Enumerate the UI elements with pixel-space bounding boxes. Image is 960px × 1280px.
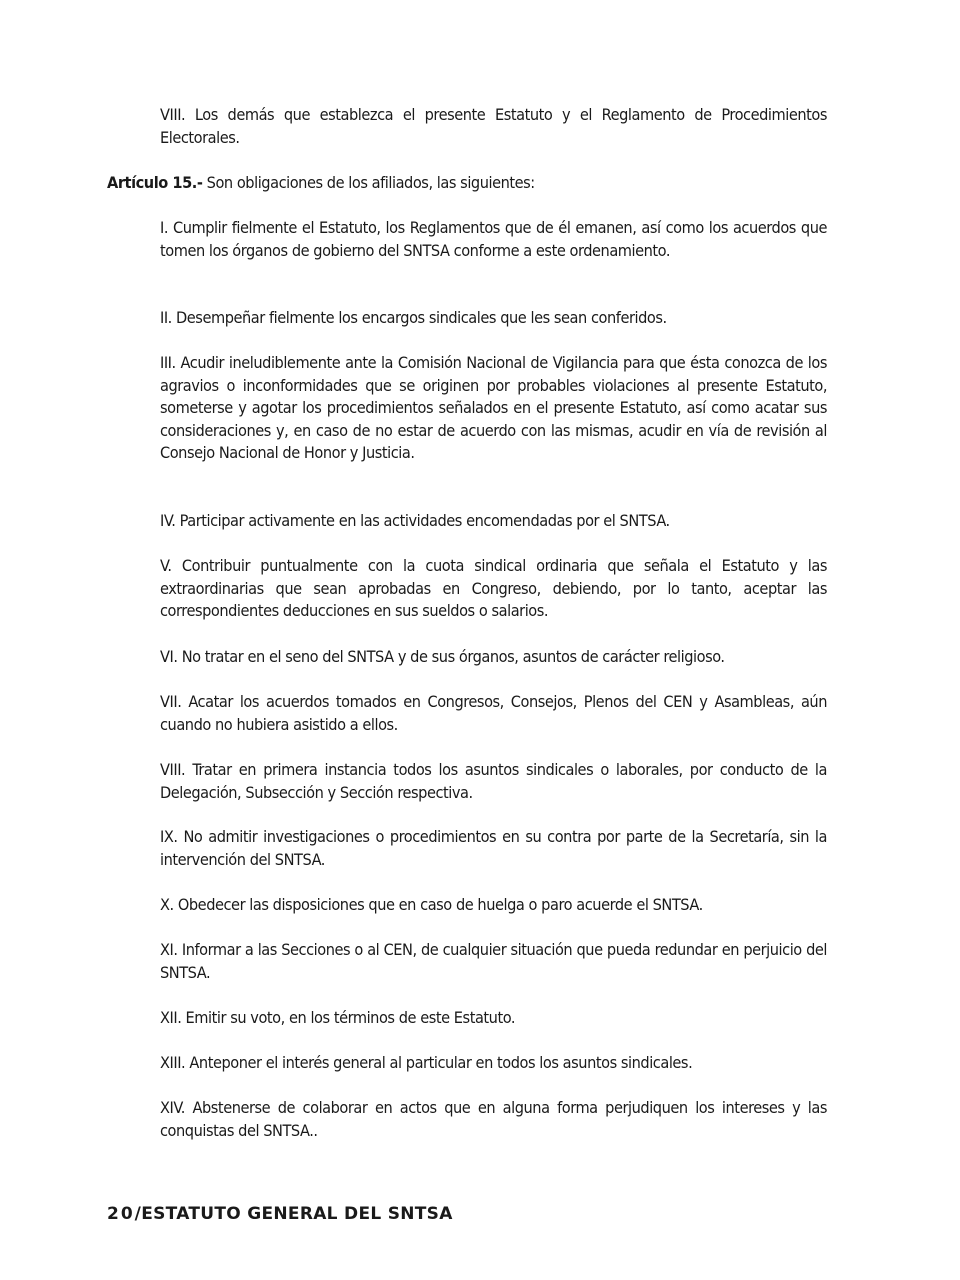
footer-separator: / [134,1204,142,1224]
obligation-item-v: V. Contribuir puntualmente con la cuota sindical ordinaria que señala el Estatuto y las extraordinarias que sean aprobadas en Congreso, debiendo, por lo tanto, aceptar las correspondientes deducciones en sus sueldos o salarios. [160,556,827,621]
obligation-item-viii: VIII. Tratar en primera instancia todos los asuntos sindicales o laborales, por conducto de la Delegación, Subsección y Sección respectiva. [160,760,827,802]
footer-title: ESTATUTO GENERAL DEL SNTSA [141,1204,453,1224]
page-footer [107,1204,453,1224]
article-15-heading [107,172,827,195]
obligation-item-i: I. Cumplir fielmente el Estatuto, los Reglamentos que de él emanen, así como los acuerdos que tomen los órganos de gobierno del SNTSA conforme a este ordenamiento. [160,218,827,260]
obligation-item-ii: II. Desempeñar fielmente los encargos sindicales que les sean conferidos. [160,308,667,327]
obligation-item-xi: XI. Informar a las Secciones o al CEN, de cualquier situación que pueda redundar en perjuicio del SNTSA. [160,940,827,982]
obligation-item-vi: VI. No tratar en el seno del SNTSA y de sus órganos, asuntos de carácter religioso. [160,647,725,666]
article-intro: Son obligaciones de los afiliados, las siguientes: [202,173,535,192]
obligation-item-x: X. Obedecer las disposiciones que en caso de huelga o paro acuerde el SNTSA. [160,895,703,914]
article-label: Artículo 15.- [107,173,203,192]
obligation-item-xiv: XIV. Abstenerse de colaborar en actos que en alguna forma perjudiquen los intereses y las conquistas del SNTSA.. [160,1098,827,1140]
obligation-item-vii: VII. Acatar los acuerdos tomados en Congresos, Consejos, Plenos del CEN y Asambleas, aún cuando no hubiera asistido a ellos. [160,692,827,734]
obligation-item-iv: IV. Participar activamente en las actividades encomendadas por el SNTSA. [160,511,670,530]
previous-article-item-viii: VIII. Los demás que establezca el presente Estatuto y el Reglamento de Procedimientos Electorales. [160,105,827,147]
obligation-item-iii: III. Acudir ineludiblemente ante la Comisión Nacional de Vigilancia para que ésta conozca de los agravios o inconformidades que se originen por probables violaciones al presente Estatuto, someterse y agotar los procedimientos señalados en el presente Estatuto, así como acatar sus consideraciones y, en caso de no estar de acuerdo con las mismas, acudir en vía de revisión al Consejo Nacional de Honor y Justicia. [160,353,827,463]
page-number: 20 [107,1204,135,1224]
obligation-item-xii: XII. Emitir su voto, en los términos de este Estatuto. [160,1008,516,1027]
obligation-item-xiii: XIII. Anteponer el interés general al particular en todos los asuntos sindicales. [160,1053,693,1072]
obligation-item-ix: IX. No admitir investigaciones o procedimientos en su contra por parte de la Secretaría, sin la intervención del SNTSA. [160,827,827,869]
